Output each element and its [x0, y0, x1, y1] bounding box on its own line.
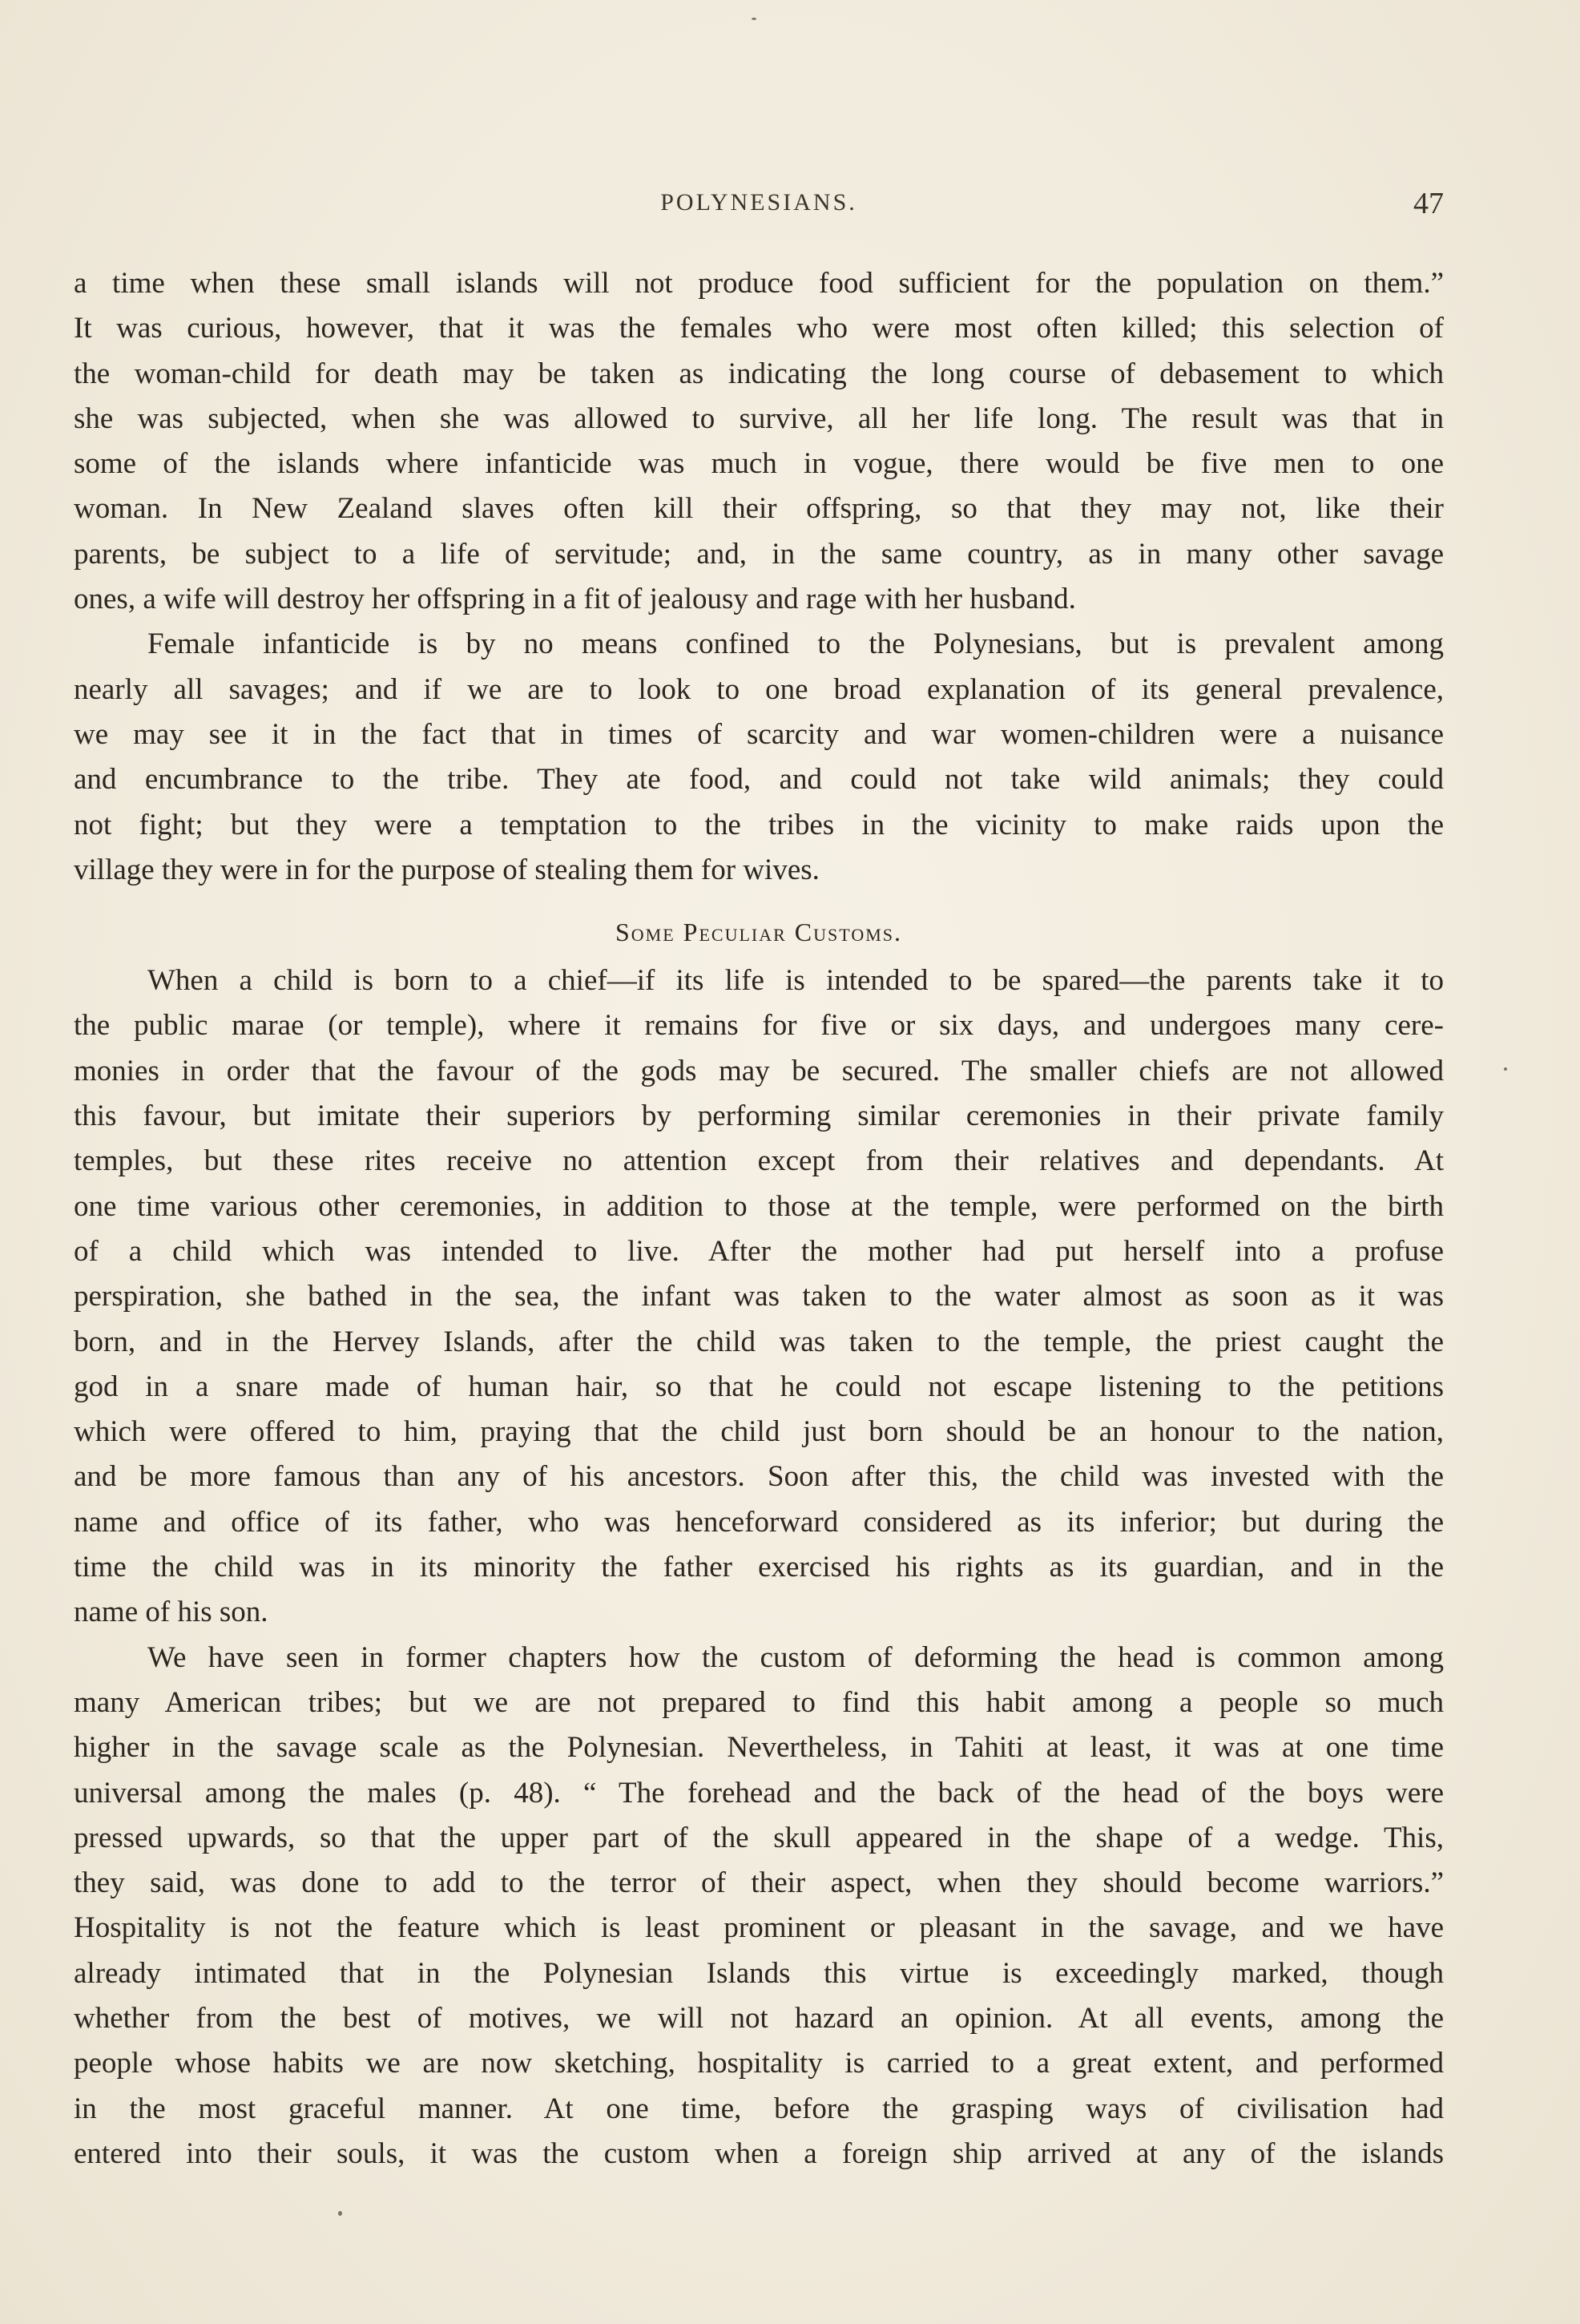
- paper-speck: [1504, 1067, 1507, 1071]
- text-line: Female infanticide is by no means confined to the Polynesians, but is prevalent among: [147, 627, 1444, 661]
- body-text: [74, 261, 1444, 2177]
- running-title: POLYNESIANS.: [660, 189, 857, 216]
- text-line: It was curious, however, that it was the females who were most often killed; this selection of: [74, 312, 1444, 345]
- text-line: they said, was done to add to the terror of their aspect, when they should become warriors.”: [74, 1866, 1444, 1900]
- text-line: god in a snare made of human hair, so that he could not escape listening to the petitions: [74, 1370, 1444, 1403]
- text-line: the woman-child for death may be taken as indicating the long course of debasement to which: [74, 357, 1444, 390]
- text-line: name of his son.: [74, 1596, 268, 1629]
- text-line: we may see it in the fact that in times of scarcity and war women-children were a nuisance: [74, 717, 1444, 751]
- paragraph-2: [74, 622, 1444, 893]
- text-line: the public marae (or temple), where it remains for five or six days, and undergoes many cere-: [74, 1009, 1444, 1043]
- text-line: name and office of its father, who was henceforward considered as its inferior; but during the: [74, 1505, 1444, 1539]
- text-line: village they were in for the purpose of stealing them for wives.: [74, 853, 820, 886]
- text-line: some of the islands where infanticide was much in vogue, there would be five men to one: [74, 447, 1444, 481]
- text-line: entered into their souls, it was the custom when a foreign ship arrived at any of the islands: [74, 2136, 1444, 2170]
- text-line: in the most graceful manner. At one time, before the grasping ways of civilisation had: [74, 2092, 1444, 2125]
- text-line: We have seen in former chapters how the custom of deforming the head is common among: [147, 1640, 1444, 1674]
- text-line: and encumbrance to the tribe. They ate food, and could not take wild animals; they could: [74, 763, 1444, 797]
- text-line: one time various other ceremonies, in addition to those at the temple, were performed on the birth: [74, 1189, 1444, 1223]
- text-line: born, and in the Hervey Islands, after the child was taken to the temple, the priest caught the: [74, 1325, 1444, 1358]
- text-line: time the child was in its minority the father exercised his rights as its guardian, and in the: [74, 1551, 1444, 1584]
- text-line: Hospitality is not the feature which is least prominent or pleasant in the savage, and we have: [74, 1911, 1444, 1945]
- text-line: she was subjected, when she was allowed to survive, all her life long. The result was that in: [74, 401, 1444, 435]
- text-line: whether from the best of motives, we will not hazard an opinion. At all events, among the: [74, 2001, 1444, 2035]
- text-line: universal among the males (p. 48). “ The forehead and the back of the head of the boys were: [74, 1776, 1444, 1810]
- text-line: of a child which was intended to live. After the mother had put herself into a profuse: [74, 1234, 1444, 1268]
- text-line: a time when these small islands will not produce food sufficient for the population on them.”: [74, 267, 1444, 300]
- text-line: pressed upwards, so that the upper part of the skull appeared in the shape of a wedge. This,: [74, 1821, 1444, 1854]
- text-line: monies in order that the favour of the gods may be secured. The smaller chiefs are not allowed: [74, 1054, 1444, 1087]
- text-line: ones, a wife will destroy her offspring in a fit of jealousy and rage with her husband.: [74, 583, 1076, 616]
- text-line: many American tribes; but we are not prepared to find this habit among a people so much: [74, 1685, 1444, 1719]
- text-line: this favour, but imitate their superiors by performing similar ceremonies in their private family: [74, 1099, 1444, 1133]
- text-line: higher in the savage scale as the Polynesian. Nevertheless, in Tahiti at least, it was at one time: [74, 1731, 1444, 1765]
- running-head: [74, 189, 1444, 229]
- paragraph-3: [74, 958, 1444, 1635]
- text-line: When a child is born to a chief—if its life is intended to be spared—the parents take it to: [147, 964, 1444, 998]
- text-line: parents, be subject to a life of servitude; and, in the same country, as in many other savage: [74, 537, 1444, 571]
- paper-speck: [752, 18, 756, 20]
- text-line: temples, but these rites receive no attention except from their relatives and dependants. At: [74, 1144, 1444, 1178]
- text-line: which were offered to him, praying that the child just born should be an honour to the nation,: [74, 1415, 1444, 1449]
- page-number: 47: [1413, 187, 1444, 220]
- text-line: people whose habits we are now sketching, hospitality is carried to a great extent, and performed: [74, 2047, 1444, 2080]
- paper-speck: [338, 2211, 342, 2216]
- paragraph-4: [74, 1636, 1444, 2177]
- text-line: not fight; but they were a temptation to the tribes in the vicinity to make raids upon the: [74, 808, 1444, 841]
- text-line: woman. In New Zealand slaves often kill their offspring, so that they may not, like their: [74, 492, 1444, 526]
- text-line: already intimated that in the Polynesian Islands this virtue is exceedingly marked, though: [74, 1956, 1444, 1990]
- text-line: and be more famous than any of his ancestors. Soon after this, the child was invested with the: [74, 1460, 1444, 1494]
- text-line: nearly all savages; and if we are to look to one broad explanation of its general prevalence,: [74, 672, 1444, 706]
- text-line: perspiration, she bathed in the sea, the infant was taken to the water almost as soon as it was: [74, 1280, 1444, 1313]
- section-heading: Some Peculiar Customs.: [615, 918, 902, 947]
- paragraph-1: [74, 261, 1444, 622]
